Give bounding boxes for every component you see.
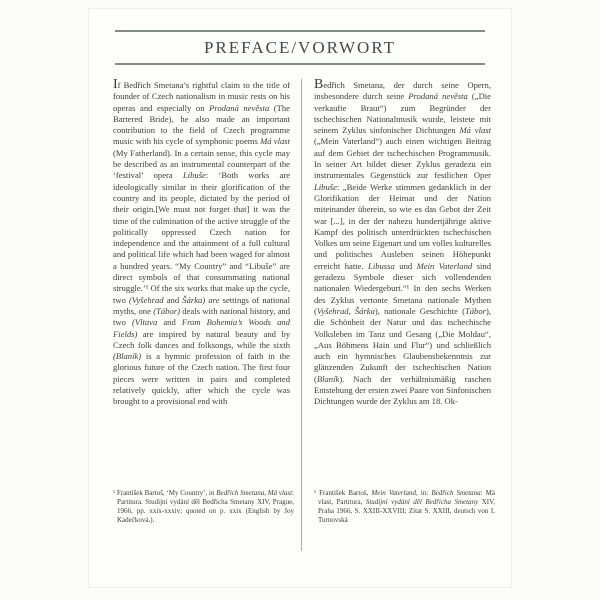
- two-column-text: [113, 79, 491, 408]
- drop-cap-german: B: [314, 77, 324, 92]
- page-title: PREFACE/VORWORT: [203, 38, 397, 57]
- footnote-english: ¹ František Bartoš, ‘My Country’, in Bedřich Smetana, Má vlast: Partitura. Studijní vydání děl Bedřicha Smetany XIV, Prague, 1966, pp. xxix-xxxiv; quoted on p. xxix (English by Joy Kadečková.).: [113, 489, 295, 524]
- column-divider: [301, 79, 302, 551]
- book-page: [88, 8, 512, 588]
- column-english: [113, 79, 290, 408]
- header-rule-top: [115, 30, 485, 32]
- paragraph-english-text: f Bedřich Smetana’s rightful claim to the title of founder of Czech nationalism in music rests on his operas and especially on Prodaná nevěsta (The Bartered Bride), he also made an important contribution to the field of Czech programme music with his cycle of symphonic poems Má vlast (My Fatherland). In a certain sense, this cycle may be described as an instrumental counterpart of the ‘festival’ opera Libuše: ‘Both works are ideologically similar in their glorification of the country and its people, dictated by the period of their origin.[We must not forget that] it was the time of the culmination of the active struggle of the politically oppressed Czech nation for independence and the attainment of a full cultural and political life which had been waged for almost a hundred years. “My Country” and “Libuše” are direct symbols of that consummating national struggle.’¹ Of the six works that make up the cycle, two (Vyšehrad and Šárka) are settings of national myths, one (Tábor) deals with national history, and two (Vltava and From Bohemia’s Woods and Fields) are inspired by natural beauty and by Czech folk dances and folksongs, while the sixth (Blaník) is a hymnic profession of faith in the glorious future of the Czech nation. The first four pieces were written in pairs and completed relatively quickly, after which the cycle was brought to a provisional end with: [113, 80, 291, 407]
- page-header: [115, 30, 485, 65]
- paragraph-german: [314, 79, 491, 408]
- paragraph-german-text: edřich Smetana, der durch seine Opern, insbesondere durch seine Prodaná nevěsta („Die verkaufte Braut“) zum Begründer der tschechischen Nationalmusik wurde, leistete mit seinem Zyklus sinfonischer Dichtungen Má vlast („Mein Vaterland“) auch einen wichtigen Beitrag auf dem Gebiet der tschechischen Programmusik. In seiner Art bildet dieser Zyklus geradezu ein instrumentales Gegenstück zur festlichen Oper Libuše: „Beide Werke stimmen gedanklich in der Glorifikation der Heimat und der Nation miteinander überein, so wie es das Gebot der Zeit war [...], in der der nahezu hundertjährige aktive Kampf des politisch unterdrückten tschechischen Volkes um seine Eigenart und um volles kulturelles und politisches Ausleben seinen Höhepunkt erreicht hatte. Libussa und Mein Vaterland sind geradezu Symbole dieser sich vollendenden nationalen Wiedergeburt.“¹ In den sechs Werken des Zyklus vertonte Smetana nationale Mythen (Vyšehrad, Šárka), nationale Geschichte (Tábor), die Schönheit der Natur und das tschechische Volksleben im Tanz und Gesang („Die Moldau“, „Aus Böhmens Hain und Flur“) und schließlich auch ein hymnisches Glaubensbekenntnis zur glänzenden Zukunft der tschechischen Nation (Blaník). Nach der verhältnismäßig raschen Entstehung der ersten zwei Paare von Sinfonischen Dichtungen wurde der Zyklus am 18. Ok-: [314, 80, 492, 407]
- drop-cap-english: I: [113, 77, 118, 92]
- column-german: [314, 79, 491, 408]
- footnote-german: ¹ František Bartoš, Mein Vaterland, in: Bedřich Smetana: Má vlast, Partitura, Studijní vydání děl Bedřicha Smetany XIV, Praha 1966, S. XXIII-XXVIII; Zitat S. XXIII, deutsch von I. Turnovská: [314, 489, 496, 524]
- paragraph-english: [113, 79, 290, 408]
- header-rule-bottom: [115, 63, 485, 65]
